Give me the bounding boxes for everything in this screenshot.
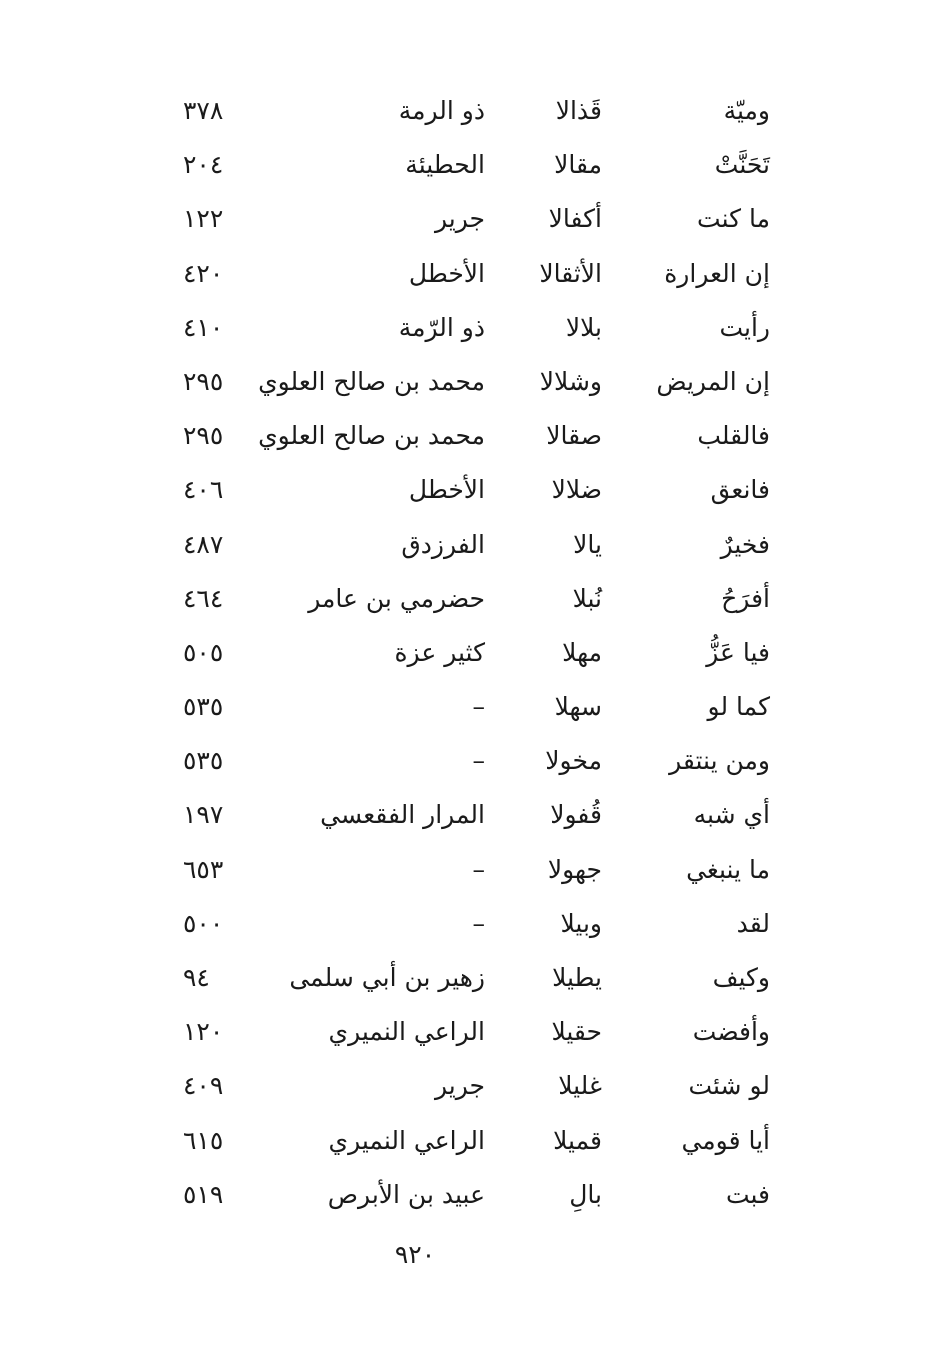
page-ref: ٤٠٩ xyxy=(183,1071,224,1101)
table-row xyxy=(150,1057,790,1111)
rhyme-word: بالِ xyxy=(569,1179,602,1209)
page-ref: ٥٣٥ xyxy=(183,746,224,776)
rhyme-word: قَذالا xyxy=(555,96,602,125)
rhyme-word: سهلا xyxy=(554,692,602,722)
verse-opening: أي شبه xyxy=(693,800,770,830)
rhyme-word: حقيلا xyxy=(551,1017,602,1047)
verse-opening: ما ينبغي xyxy=(686,854,770,884)
table-row xyxy=(150,136,790,190)
verse-opening: فخيرٌ xyxy=(720,529,770,559)
page-ref: ١٢٠ xyxy=(183,1017,224,1047)
poet-name: محمد بن صالح العلوي xyxy=(258,421,485,451)
rhyme-word: مهلا xyxy=(562,637,602,667)
verse-opening: أيا قومي xyxy=(681,1125,770,1155)
poet-name: الراعي النميري xyxy=(328,1125,485,1155)
poet-name: جرير xyxy=(435,204,485,234)
rhyme-word: نُبلا xyxy=(572,583,602,613)
table-row xyxy=(150,407,790,461)
poet-name: الفرزدق xyxy=(401,529,485,559)
verse-opening: لو شئت xyxy=(688,1071,770,1101)
rhyme-word: وشلالا xyxy=(539,366,602,396)
page-ref: ٢٠٤ xyxy=(183,150,224,180)
poet-name: ذو الرّمة xyxy=(398,312,485,342)
verse-opening: وميّة xyxy=(723,96,770,125)
table-row xyxy=(150,245,790,299)
poet-name: – xyxy=(472,746,485,776)
page-ref: ٥٠٥ xyxy=(183,637,224,667)
rhyme-word: قميلا xyxy=(553,1125,602,1155)
poet-name: المرار الفقعسي xyxy=(320,800,485,830)
verse-opening: فيا عَزُّ xyxy=(706,637,770,667)
table-row xyxy=(150,895,790,949)
rhyme-word: يالا xyxy=(573,529,602,559)
table-row xyxy=(150,299,790,353)
page-ref: ٤٨٧ xyxy=(183,529,224,559)
table-row xyxy=(150,353,790,407)
poet-name: ذو الرمة xyxy=(398,96,485,125)
table-row xyxy=(150,732,790,786)
table-row xyxy=(150,1166,790,1220)
table-row xyxy=(150,1003,790,1057)
poet-name: زهير بن أبي سلمى xyxy=(289,963,485,992)
page-ref: ٦٥٣ xyxy=(183,854,224,884)
table-row xyxy=(150,841,790,895)
verse-opening: إن المريض xyxy=(656,366,770,396)
rhyme-word: وبيلا xyxy=(560,908,602,938)
table-row xyxy=(150,949,790,1003)
page-ref: ٤٦٤ xyxy=(183,583,224,613)
verse-opening: رأيت xyxy=(719,312,770,342)
rhyme-word: صقالا xyxy=(546,421,602,451)
poet-name: الأخطل xyxy=(408,475,485,505)
poet-name: حضرمي بن عامر xyxy=(308,583,485,613)
verse-opening: لقد xyxy=(736,908,770,938)
table-row xyxy=(150,678,790,732)
table-row xyxy=(150,190,790,244)
verse-opening: ومن ينتقر xyxy=(669,746,770,776)
verse-opening: وكيف xyxy=(712,963,770,992)
page-ref: ٦١٥ xyxy=(183,1125,224,1155)
poet-name: – xyxy=(472,908,485,938)
page-ref: ٣٧٨ xyxy=(183,96,224,125)
table-row xyxy=(150,461,790,515)
table-row xyxy=(150,624,790,678)
page-ref: ٢٩٥ xyxy=(183,421,224,451)
rhyme-word: يطيلا xyxy=(552,963,602,992)
rhyme-word: أكفالا xyxy=(548,204,602,234)
rhyme-word: جهولا xyxy=(547,854,602,884)
page-ref: ١٢٢ xyxy=(183,204,224,234)
poet-name: الحطيئة xyxy=(405,150,485,180)
verse-opening: ما كنت xyxy=(697,204,770,234)
rhyme-word: بلالا xyxy=(565,312,602,342)
rhyme-word: غليلا xyxy=(558,1071,602,1101)
rhyme-word: ضلالا xyxy=(551,475,602,505)
verse-opening: فبت xyxy=(725,1179,770,1209)
poet-name: الأخطل xyxy=(408,258,485,288)
table-row xyxy=(150,82,790,136)
page-ref: ٩٤ xyxy=(183,963,210,992)
verse-opening: تَحَنَّتْ xyxy=(714,150,770,180)
page-ref: ٥٠٠ xyxy=(183,908,224,938)
poet-name: – xyxy=(472,692,485,722)
page-ref: ٥١٩ xyxy=(183,1179,224,1209)
page-ref: ٤١٠ xyxy=(183,312,224,342)
rhyme-word: الأثقالا xyxy=(539,258,602,288)
page-ref: ٥٣٥ xyxy=(183,692,224,722)
verse-opening: إن العرارة xyxy=(664,258,770,288)
rhyme-word: مقالا xyxy=(554,150,602,180)
verse-opening: وأفضت xyxy=(692,1017,770,1047)
verse-opening: أفرَحُ xyxy=(721,583,770,613)
verse-opening: فالقلب xyxy=(697,421,770,451)
page-ref: ٤٢٠ xyxy=(183,258,224,288)
page-ref: ٤٠٦ xyxy=(183,475,224,505)
table-row xyxy=(150,516,790,570)
poet-name: محمد بن صالح العلوي xyxy=(258,366,485,396)
poet-name: عبيد بن الأبرص xyxy=(327,1179,485,1209)
table-row xyxy=(150,1112,790,1166)
poet-name: كثير عزة xyxy=(394,637,485,667)
rhyme-word: قُفولا xyxy=(550,800,602,830)
verse-index-table xyxy=(150,82,790,1218)
page-ref: ١٩٧ xyxy=(183,800,224,830)
verse-opening: فانعق xyxy=(710,475,770,505)
table-row xyxy=(150,570,790,624)
table-row xyxy=(150,786,790,840)
page-number: ٩٢٠ xyxy=(394,1240,436,1269)
verse-opening: كما لو xyxy=(707,692,770,722)
rhyme-word: مخولا xyxy=(545,746,602,776)
poet-name: جرير xyxy=(435,1071,485,1101)
page-ref: ٢٩٥ xyxy=(183,366,224,396)
poet-name: – xyxy=(472,854,485,884)
poet-name: الراعي النميري xyxy=(328,1017,485,1047)
